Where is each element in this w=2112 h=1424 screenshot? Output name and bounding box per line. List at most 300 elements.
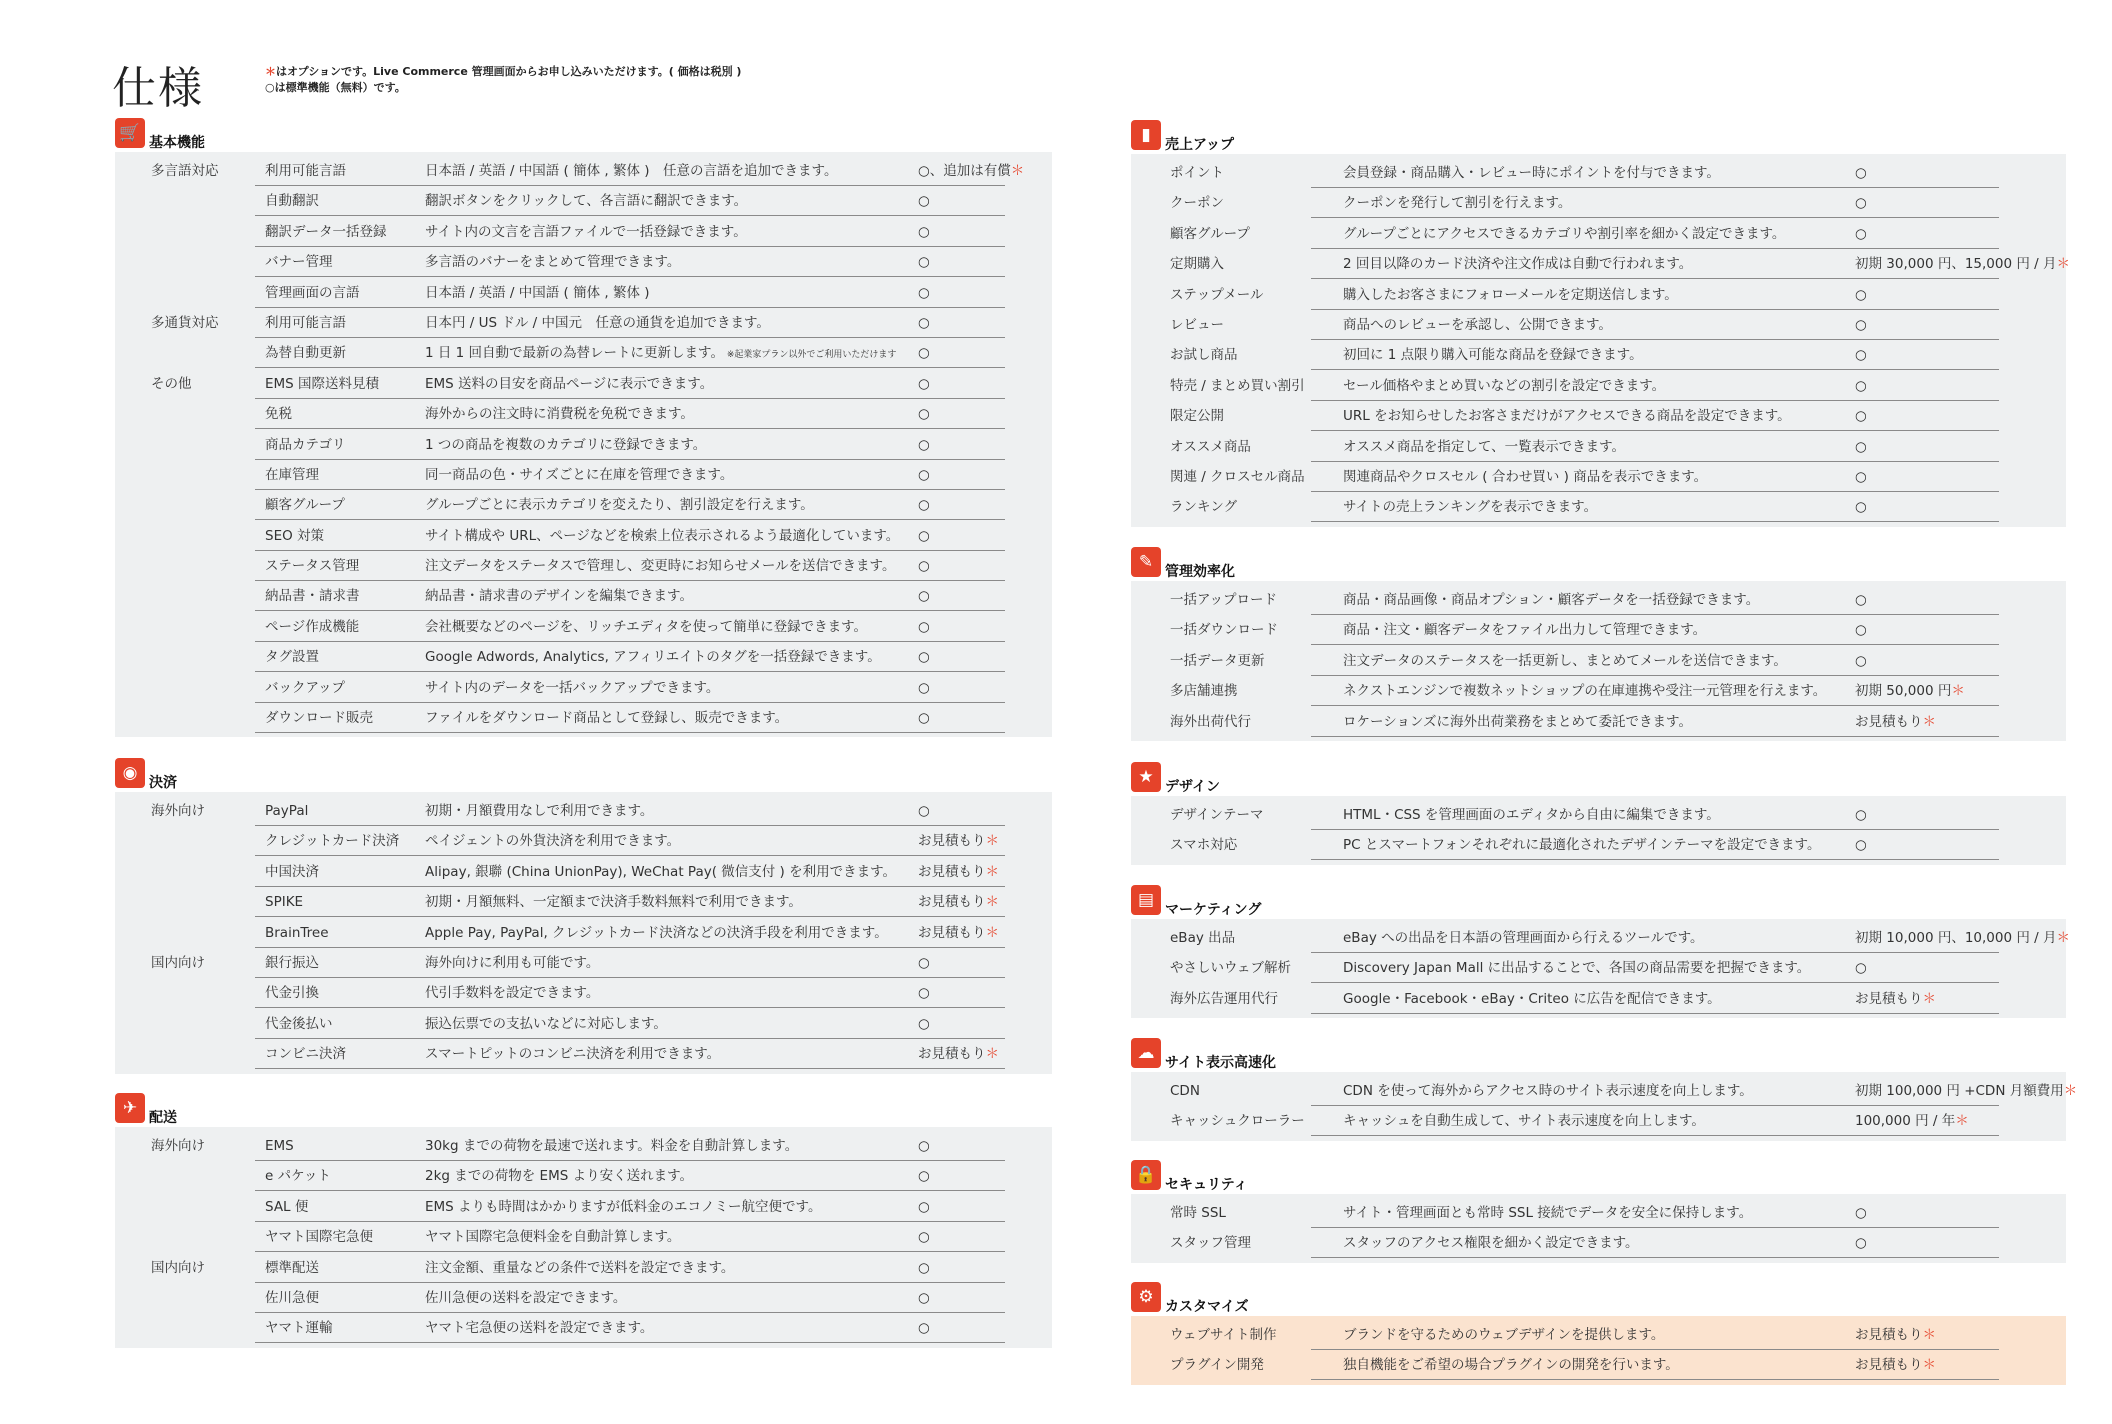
row-feature-name: ページ作成機能: [265, 618, 360, 635]
row-feature-name: ヤマト国際宅急便: [265, 1229, 373, 1246]
row-feature-name: 海外広告運用代行: [1170, 990, 1278, 1007]
row-value: [918, 796, 930, 826]
row-feature-name: クレジットカード決済: [265, 833, 400, 850]
spec-row: [1131, 830, 2066, 860]
spec-row: [115, 1283, 1052, 1313]
row-divider: [1311, 1257, 1999, 1258]
row-description: [425, 887, 802, 917]
row-value: [918, 490, 930, 520]
spec-row: [1131, 219, 2066, 249]
option-star-icon: ＊: [1951, 683, 1965, 700]
row-value-text: ○: [918, 954, 930, 971]
spec-row: [115, 1192, 1052, 1222]
row-value: [918, 978, 930, 1008]
row-description: [1343, 371, 1665, 401]
airplane-icon: ✈: [115, 1093, 145, 1123]
row-description: [425, 796, 653, 826]
row-feature-name: やさしいウェブ解析: [1170, 960, 1291, 977]
row-value: [918, 1192, 930, 1222]
bar-chart-icon: ▮: [1131, 120, 1161, 150]
row-value-text: ○: [1855, 837, 1867, 854]
row-value: [1855, 676, 1965, 706]
row-feature-name: 中国決済: [265, 863, 319, 880]
row-description: [425, 247, 680, 277]
spec-row: [1131, 462, 2066, 492]
row-description: [425, 1283, 626, 1313]
page-title: 仕様: [112, 63, 204, 114]
section-title: 売上アップ: [1165, 137, 1235, 153]
row-feature-name: ヤマト運輸: [265, 1320, 333, 1337]
row-value-text: ○: [1855, 622, 1867, 639]
row-description-text: Apple Pay, PayPal, クレジットカード決済などの決済手段を利用できます。: [425, 924, 888, 941]
row-description: [425, 430, 706, 460]
row-value: [918, 156, 1024, 186]
option-star-icon: ＊: [1922, 990, 1936, 1007]
row-description-text: 多言語のバナーをまとめて管理できます。: [425, 254, 681, 271]
row-feature-name: PayPal: [265, 803, 309, 819]
section-left-2: [115, 1093, 1052, 1348]
row-description-text: ヤマト国際宅急便料金を自動計算します。: [425, 1229, 681, 1246]
spec-row: [1131, 1228, 2066, 1258]
row-description-text: 注文データをステータスで管理し、変更時にお知らせメールを送信できます。: [425, 558, 896, 575]
option-star-icon: ＊: [985, 833, 999, 850]
row-value-text: 初期 10,000 円、10,000 円 / 月: [1855, 930, 2057, 946]
row-feature-name: BrainTree: [265, 924, 329, 941]
row-description: [1343, 492, 1597, 522]
row-value-text: ○: [918, 497, 930, 514]
row-description-text: CDN を使って海外からアクセス時のサイト表示速度を向上します。: [1343, 1083, 1753, 1099]
row-description: [1343, 310, 1612, 340]
row-feature-name: 一括ダウンロード: [1170, 622, 1278, 639]
row-description: [425, 1161, 693, 1191]
row-value-text: ○: [918, 618, 930, 635]
option-star-icon: ＊: [985, 1046, 999, 1063]
row-value-text: ○: [1855, 1205, 1867, 1221]
row-divider: [255, 1342, 1005, 1343]
row-feature-name: クーポン: [1170, 195, 1224, 212]
row-value: [918, 642, 930, 672]
spec-panel: [1131, 919, 2070, 1018]
option-star-icon: ＊: [2063, 1083, 2078, 1099]
section-title: セキュリティ: [1165, 1177, 1248, 1193]
row-feature-name: バナー管理: [265, 254, 333, 271]
row-value: [918, 1253, 930, 1283]
spec-row: [1131, 340, 2066, 370]
row-description: [1343, 1106, 1705, 1136]
row-description-text: Google・Facebook・eBay・Criteo に広告を配信できます。: [1343, 990, 1721, 1007]
spec-row: [1131, 646, 2066, 676]
row-description-text: 翻訳ボタンをクリックして、各言語に翻訳できます。: [425, 193, 748, 210]
row-value: [1855, 432, 1867, 462]
row-feature-name: ステップメール: [1170, 286, 1264, 303]
row-feature-name: 納品書・請求書: [265, 588, 360, 605]
row-description: [1343, 1198, 1752, 1228]
row-value: [1855, 1320, 1936, 1350]
spec-row: [1131, 492, 2066, 522]
row-value-text: ○: [918, 588, 930, 605]
row-group-label: その他: [151, 375, 192, 392]
section-title: サイト表示高速化: [1165, 1055, 1277, 1071]
row-feature-name: 商品カテゴリ: [265, 436, 346, 453]
section-title: 配送: [149, 1110, 177, 1126]
spec-row: [1131, 676, 2066, 706]
lock-icon: 🔒: [1131, 1160, 1161, 1190]
row-feature-name: 佐川急便: [265, 1289, 319, 1306]
spec-row: [115, 948, 1052, 978]
row-description: [425, 1009, 667, 1039]
row-value-text: ○: [1855, 1235, 1867, 1252]
row-value-text: ○: [1855, 286, 1867, 303]
row-description-text: 商品・商品画像・商品オプション・顧客データを一括登録できます。: [1343, 592, 1760, 608]
row-description: [425, 948, 599, 978]
spec-row: [1131, 371, 2066, 401]
row-description: [425, 1192, 821, 1222]
row-description-text: 1 つの商品を複数のカテゴリに登録できます。: [425, 436, 707, 453]
row-feature-name: ダウンロード販売: [265, 710, 373, 727]
row-description: [1343, 432, 1625, 462]
row-value-text: ○: [918, 985, 930, 1002]
row-description-text: ペイジェントの外貨決済を利用できます。: [425, 833, 681, 850]
row-description-text: サイト内のデータを一括バックアップできます。: [425, 679, 720, 696]
row-value: [918, 1161, 930, 1191]
row-description: [425, 186, 747, 216]
row-feature-name: 多店舗連携: [1170, 683, 1238, 700]
row-value-text: ○: [1855, 807, 1867, 823]
spec-row: [115, 338, 1052, 368]
row-feature-name: 翻訳データ一括登録: [265, 223, 387, 240]
row-value-text: ○: [918, 803, 930, 819]
row-value-text: お見積もり: [918, 924, 986, 941]
row-value-text: ○: [918, 466, 930, 483]
row-value-text: ○: [1855, 316, 1867, 333]
row-value: [1855, 280, 1867, 310]
row-value-text: ○: [1855, 377, 1867, 394]
row-description-text: グループごとに表示カテゴリを変えたり、割引設定を行えます。: [425, 497, 814, 514]
row-value-text: お見積もり: [918, 894, 986, 911]
row-value-text: ○: [918, 710, 930, 727]
spec-row: [1131, 585, 2066, 615]
row-feature-name: 為替自動更新: [265, 345, 346, 362]
spec-row: [1131, 615, 2066, 645]
row-value: [918, 399, 930, 429]
row-description-text: PC とスマートフォンそれぞれに最適化されたデザインテーマを設定できます。: [1343, 837, 1821, 854]
row-description-text: 初期・月額無料、一定額まで決済手数料無料で利用できます。: [425, 894, 802, 911]
row-value-text: ○: [1855, 195, 1867, 212]
row-description-text: 会社概要などのページを、リッチエディタを使って簡単に登録できます。: [425, 618, 867, 635]
row-description-text: ネクストエンジンで複数ネットショップの在庫連携や受注一元管理を行えます。: [1343, 683, 1827, 700]
spec-row: [1131, 158, 2066, 188]
row-divider: [1311, 521, 1999, 522]
spec-row: [1131, 1076, 2078, 1106]
row-description-text: サイト内の文言を言語ファイルで一括登録できます。: [425, 223, 747, 240]
row-description-text: セール価格やまとめ買いなどの割引を設定できます。: [1343, 377, 1666, 394]
row-value: [918, 186, 930, 216]
spec-row: [115, 1039, 1052, 1069]
section-left-0: [115, 118, 1052, 737]
section-right-3: [1131, 885, 2070, 1018]
row-value: [918, 217, 930, 247]
row-value-text: ○: [1855, 408, 1867, 425]
row-value: [1855, 1076, 2077, 1106]
row-feature-name: プラグイン開発: [1170, 1357, 1264, 1374]
row-value-text: ○: [1855, 468, 1867, 485]
row-value-text: ○: [918, 1259, 930, 1276]
row-value-text: ○: [918, 284, 930, 301]
row-value-text: ○: [1855, 225, 1867, 242]
spec-row: [1131, 800, 2066, 830]
spec-row: [1131, 401, 2066, 431]
section-header: [1131, 1282, 2066, 1316]
row-description-text: 商品・注文・顧客データをファイル出力して管理できます。: [1343, 622, 1707, 639]
row-feature-name: ランキング: [1170, 499, 1238, 516]
row-description: [425, 278, 650, 308]
row-value-text: ○: [918, 1320, 930, 1337]
section-title: 基本機能: [149, 135, 205, 151]
row-description: [425, 1222, 680, 1252]
row-value: [918, 521, 930, 551]
row-description: [1343, 984, 1721, 1014]
option-star-icon: ＊: [1922, 713, 1936, 730]
section-right-5: [1131, 1160, 2066, 1263]
row-value: [1855, 462, 1867, 492]
row-value: [918, 1039, 999, 1069]
row-description: [1343, 707, 1692, 737]
row-description: [1343, 1350, 1679, 1380]
row-description: [425, 642, 881, 672]
spec-row: [115, 1313, 1052, 1343]
row-value: [1855, 401, 1867, 431]
row-description: [425, 581, 693, 611]
row-value: [1855, 188, 1867, 218]
section-right-1: [1131, 547, 2066, 741]
spec-row: [115, 826, 1052, 856]
row-group-label: 海外向け: [151, 1138, 205, 1154]
row-feature-name: キャッシュクローラー: [1170, 1113, 1305, 1130]
row-value: [1855, 1106, 1969, 1136]
row-value-text: ○: [1855, 165, 1867, 181]
section-left-1: [115, 758, 1052, 1074]
row-value-text: ○: [918, 1015, 930, 1032]
section-title: デザイン: [1165, 779, 1221, 795]
row-description-text: 関連商品やクロスセル ( 合わせ買い ) 商品を表示できます。: [1343, 468, 1708, 485]
row-feature-name: 利用可能言語: [265, 163, 346, 179]
row-description: [1343, 158, 1720, 188]
section-header: [1131, 885, 2066, 919]
row-value: [918, 918, 999, 948]
row-feature-name: e パケット: [265, 1168, 331, 1185]
row-value-text: お見積もり: [1855, 990, 1923, 1007]
row-value: [918, 247, 930, 277]
row-description-text: EMS 送料の目安を商品ページに表示できます。: [425, 375, 714, 392]
row-description-text: EMS よりも時間はかかりますが低料金のエコノミー航空便です。: [425, 1198, 822, 1215]
row-feature-name: レビュー: [1170, 316, 1224, 333]
row-value: [1855, 615, 1867, 645]
spec-row: [115, 460, 1052, 490]
row-divider: [1311, 1135, 1999, 1136]
row-description-text: 日本語 / 英語 / 中国語 ( 簡体 , 繁体 ) 任意の言語を追加できます。: [425, 163, 838, 179]
spec-row: [1131, 707, 2066, 737]
row-value: [918, 1009, 930, 1039]
row-feature-name: 常時 SSL: [1170, 1205, 1226, 1221]
spec-row: [115, 521, 1052, 551]
row-description: [1343, 585, 1759, 615]
row-description-text: 納品書・請求書のデザインを編集できます。: [425, 588, 693, 605]
row-description-text: 代引手数料を設定できます。: [425, 985, 600, 1002]
row-description-text: 1 日 1 回自動で最新の為替レートに更新します。: [425, 345, 724, 362]
spec-row: [1131, 1106, 2066, 1136]
row-description-text: 初回に 1 点限り購入可能な商品を登録できます。: [1343, 347, 1643, 364]
spec-row: [115, 551, 1052, 581]
spec-row: [115, 430, 1052, 460]
spec-row: [115, 186, 1052, 216]
row-feature-name: EMS: [265, 1138, 294, 1154]
spec-panel: [115, 792, 1052, 1074]
row-value-text: お見積もり: [1855, 713, 1923, 730]
section-right-2: [1131, 762, 2066, 865]
row-description: [425, 918, 888, 948]
cloud-upload-icon: ☁: [1131, 1038, 1161, 1068]
spec-row: [115, 703, 1052, 733]
row-divider: [255, 732, 1005, 733]
row-group-label: 多言語対応: [151, 163, 219, 179]
row-note: ※起業家プラン以外でご利用いただけます: [723, 350, 897, 361]
row-feature-name: ポイント: [1170, 165, 1224, 181]
spec-row: [115, 369, 1052, 399]
coin-icon: ◉: [115, 758, 145, 788]
row-value: [1855, 585, 1867, 615]
row-feature-name: スタッフ管理: [1170, 1235, 1251, 1252]
spec-row: [115, 247, 1052, 277]
row-value: [1855, 219, 1867, 249]
row-description-text: ファイルをダウンロード商品として登録し、販売できます。: [425, 710, 789, 727]
row-value: [1855, 830, 1867, 860]
spec-row: [1131, 1198, 2066, 1228]
spec-row: [1131, 249, 2070, 279]
row-value-text: ○: [918, 375, 930, 392]
row-description-text: ブランドを守るためのウェブデザインを提供します。: [1343, 1327, 1665, 1343]
spec-panel: [115, 152, 1052, 737]
row-feature-name: 一括アップロード: [1170, 592, 1278, 608]
spec-row: [1131, 280, 2066, 310]
row-description-text: スタッフのアクセス権限を細かく設定できます。: [1343, 1235, 1639, 1252]
row-description: [425, 703, 788, 733]
row-value: [1855, 707, 1936, 737]
row-group-label: 海外向け: [151, 803, 205, 819]
row-value: [918, 1283, 930, 1313]
row-description: [425, 857, 896, 887]
row-description-text: Google Adwords, Analytics, アフィリエイトのタグを一括登録できます。: [425, 649, 881, 666]
section-title: カスタマイズ: [1165, 1299, 1249, 1315]
spec-row: [115, 156, 1052, 186]
row-value-text: ○: [918, 406, 930, 423]
spec-panel: [1131, 1194, 2066, 1263]
row-value: [918, 887, 999, 917]
row-description-text: 注文金額、重量などの条件で送料を設定できます。: [425, 1259, 735, 1276]
spec-row: [1131, 432, 2066, 462]
star-icon: ★: [1131, 762, 1161, 792]
row-value-text: ○: [918, 558, 930, 575]
row-value-text: お見積もり: [1855, 1357, 1923, 1374]
row-value: [1855, 249, 2070, 279]
spec-row: [115, 399, 1052, 429]
row-description: [1343, 676, 1826, 706]
row-feature-name: タグ設置: [265, 649, 319, 666]
row-value-text: お見積もり: [1855, 1327, 1923, 1343]
row-description: [1343, 830, 1820, 860]
spec-row: [1131, 1320, 2066, 1350]
row-description: [425, 1131, 798, 1161]
row-value: [918, 1222, 930, 1252]
row-value: [918, 338, 930, 368]
row-description: [425, 338, 896, 370]
row-description: [425, 156, 837, 186]
row-value: [1855, 800, 1867, 830]
spec-row: [115, 217, 1052, 247]
spec-row: [115, 581, 1052, 611]
row-feature-name: 利用可能言語: [265, 314, 346, 331]
row-value: [1855, 371, 1867, 401]
row-value-text: ○: [1855, 960, 1867, 977]
row-value-text: 初期 100,000 円 +CDN 月額費用: [1855, 1083, 2064, 1099]
row-feature-name: SAL 便: [265, 1198, 309, 1215]
row-description: [1343, 923, 1704, 953]
row-description: [1343, 953, 1810, 983]
row-description-text: サイト構成や URL、ページなどを検索上位表示されるよう最適化しています。: [425, 527, 900, 544]
row-value-text: ○: [918, 436, 930, 453]
row-feature-name: 在庫管理: [265, 466, 319, 483]
spec-row: [115, 978, 1052, 1008]
row-feature-name: 顧客グループ: [1170, 225, 1250, 242]
row-description-text: サイトの売上ランキングを表示できます。: [1343, 499, 1598, 516]
row-description-text: サイト・管理画面とも常時 SSL 接続でデータを安全に保持します。: [1343, 1205, 1753, 1221]
row-description-text: 日本円 / US ドル / 中国元 任意の通貨を追加できます。: [425, 314, 770, 331]
row-value-text: 100,000 円 / 年: [1855, 1113, 1956, 1130]
spec-row: [1131, 310, 2066, 340]
gears-icon: ⚙: [1131, 1282, 1161, 1312]
row-description: [425, 551, 895, 581]
row-description-text: 初期・月額費用なしで利用できます。: [425, 803, 654, 819]
row-description-text: 30kg までの荷物を最速で送れます。料金を自動計算します。: [425, 1138, 799, 1154]
section-title: 決済: [149, 775, 177, 791]
row-feature-name: オススメ商品: [1170, 438, 1251, 455]
row-description: [425, 399, 694, 429]
row-feature-name: コンビニ決済: [265, 1046, 346, 1063]
row-value: [918, 703, 930, 733]
section-title: 管理効率化: [1165, 564, 1235, 580]
spec-panel: [1131, 1316, 2066, 1385]
row-description-text: 商品へのレビューを承認し、公開できます。: [1343, 316, 1612, 333]
row-description-text: 海外からの注文時に消費税を免税できます。: [425, 406, 694, 423]
row-group-label: 国内向け: [151, 954, 205, 971]
row-feature-name: 管理画面の言語: [265, 284, 360, 301]
row-value: [1855, 923, 2070, 953]
notes: [265, 64, 741, 96]
row-divider: [1311, 859, 1999, 860]
row-value-text: ○: [918, 345, 930, 362]
row-description: [1343, 1076, 1753, 1106]
row-description: [425, 308, 770, 338]
option-star-icon: ＊: [2056, 930, 2070, 946]
row-description: [1343, 280, 1678, 310]
row-description-text: 2kg までの荷物を EMS より安く送れます。: [425, 1168, 694, 1185]
row-description: [1343, 1228, 1639, 1258]
row-description: [425, 1039, 720, 1069]
row-feature-name: 海外出荷代行: [1170, 713, 1251, 730]
row-description-text: 2 回目以降のカード決済や注文作成は自動で行われます。: [1343, 256, 1693, 273]
spec-row: [1131, 984, 2066, 1014]
spec-row: [115, 278, 1052, 308]
option-star-icon: ＊: [985, 924, 999, 941]
